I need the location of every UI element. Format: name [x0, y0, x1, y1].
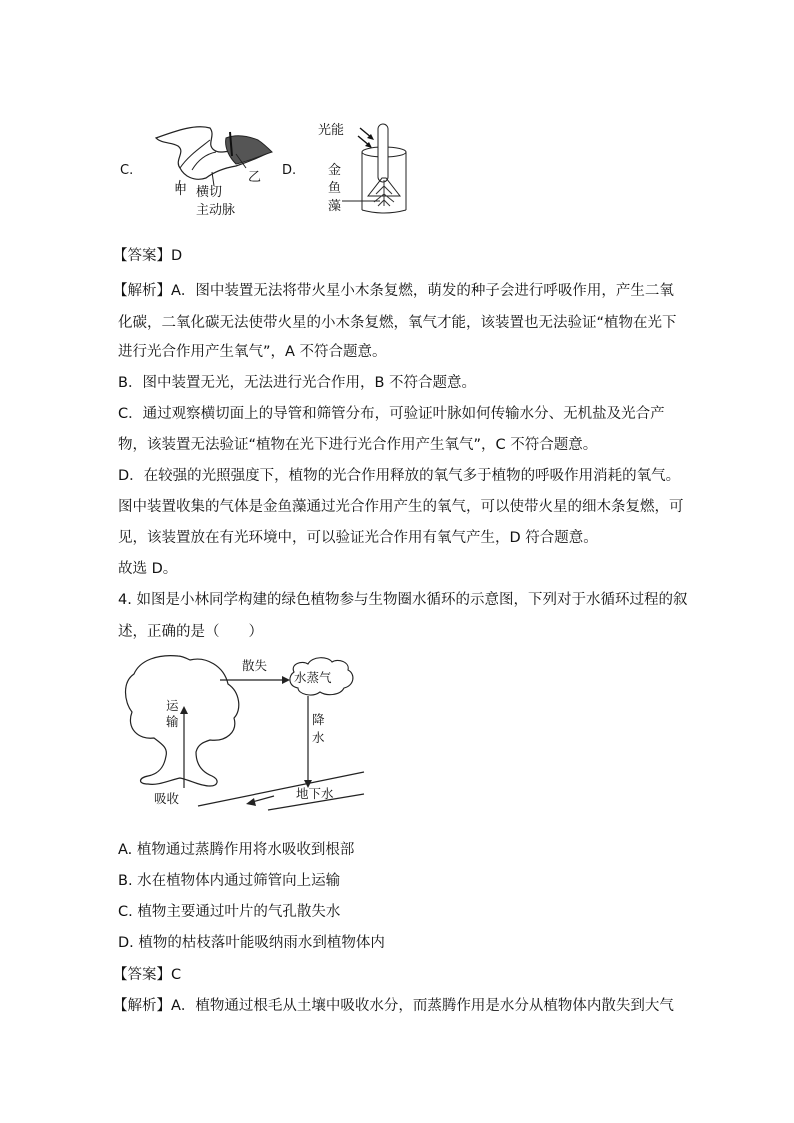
analysis-1-label: 【解析】	[113, 283, 171, 299]
leaf-vein-2	[192, 152, 216, 170]
option-b: B. 水在植物体内通过筛管向上运输	[118, 873, 341, 889]
analysis-2-label: 【解析】	[113, 998, 171, 1014]
beaker-bottom	[362, 210, 406, 213]
question-4-stem-1: 4. 如图是小林同学构建的绿色植物参与生物圈水循环的示意图，下列对于水循环过程的叙	[118, 592, 688, 608]
analysis-1-line-5: C．通过观察横切面上的导管和筛管分布，可验证叶脉如何传输水分、无机盐及光合产	[118, 406, 665, 422]
label-jia: 甲	[174, 183, 188, 198]
analysis-1-line-3: 进行光合作用产生氧气”，A 不符合题意。	[118, 344, 387, 360]
label-loss: 散失	[242, 658, 268, 673]
analysis-1-conclusion: 故选 D。	[118, 561, 178, 577]
groundwater-arrowhead	[246, 798, 256, 806]
analysis-1-line-4: B．图中装置无光，无法进行光合作用，B 不符合题意。	[118, 375, 477, 391]
option-c-letter: C.	[120, 163, 134, 178]
option-d: D. 植物的枯枝落叶能吸纳雨水到植物体内	[118, 935, 385, 951]
label-absorb: 吸收	[154, 791, 180, 806]
analysis-2-line-1: 【解析】A．植物通过根毛从土壤中吸收水分，而蒸腾作用是水分从植物体内散失到大气	[113, 998, 674, 1014]
water-cycle-diagram	[118, 652, 368, 812]
groundwater-arrow	[252, 796, 274, 802]
label-rain-2: 水	[312, 730, 325, 745]
analysis-1-line-9: 见，该装置放在有光环境中，可以验证光合作用有氧气产生，D 符合题意。	[118, 530, 598, 546]
label-rain-1: 降	[312, 712, 325, 727]
analysis-1-line-6: 物，该装置无法验证“植物在光下进行光合作用产生氧气”，C 不符合题意。	[118, 437, 598, 453]
test-tube	[378, 124, 388, 182]
figure-c	[118, 116, 288, 221]
label-plant-2: 鱼	[328, 181, 342, 196]
answer-1-label: 【答案】	[113, 248, 171, 264]
answer-2	[113, 965, 181, 985]
figure-c-drawing	[118, 116, 288, 221]
label-transport-2: 输	[166, 714, 179, 729]
analysis-1-line-7: D．在较强的光照强度下，植物的光合作用释放的氧气多于植物的呼吸作用消耗的氧气。	[118, 468, 681, 484]
option-c: C. 植物主要通过叶片的气孔散失水	[118, 904, 341, 920]
figure-d-drawing	[282, 116, 422, 221]
label-plant-3: 藻	[328, 199, 342, 214]
analysis-1-line-2: 化碳，二氧化碳无法使带火星的小木条复燃，氧气才能，该装置也无法验证“植物在光下	[118, 315, 677, 331]
figure-d	[282, 116, 422, 221]
label-transport-1: 运	[166, 698, 179, 713]
label-yi: 乙	[248, 170, 262, 185]
analysis-1-line-8: 图中装置收集的气体是金鱼藻通过光合作用产生的氧气，可以使带火星的细木条复燃，可	[118, 499, 684, 515]
option-a: A. 植物通过蒸腾作用将水吸收到根部	[118, 842, 355, 858]
leaf-vein	[180, 140, 210, 168]
label-light: 光能	[318, 123, 345, 138]
ground-line-top	[198, 772, 364, 806]
analysis-1-line-1: 【解析】A．图中装置无法将带火星小木条复燃，萌发的种子会进行呼吸作用，产生二氧	[113, 283, 674, 299]
transport-arrowhead	[180, 706, 188, 714]
tree-outline	[126, 656, 239, 786]
answer-1	[113, 246, 182, 266]
question-4-stem-2: 述，正确的是（ ）	[118, 624, 263, 640]
label-ground: 地下水	[296, 786, 334, 801]
label-artery: 主动脉	[196, 203, 236, 218]
answer-2-label: 【答案】	[113, 967, 171, 983]
label-vapor: 水蒸气	[294, 670, 332, 685]
water-cycle-drawing	[118, 652, 368, 812]
answer-2-value: C	[171, 967, 182, 983]
loss-arrowhead	[282, 676, 290, 684]
label-cut: 横切	[196, 185, 223, 200]
option-d-letter: D.	[282, 163, 297, 178]
label-plant-1: 金	[328, 163, 342, 178]
answer-1-value: D	[171, 248, 183, 264]
leaf-cut-piece	[226, 136, 272, 164]
